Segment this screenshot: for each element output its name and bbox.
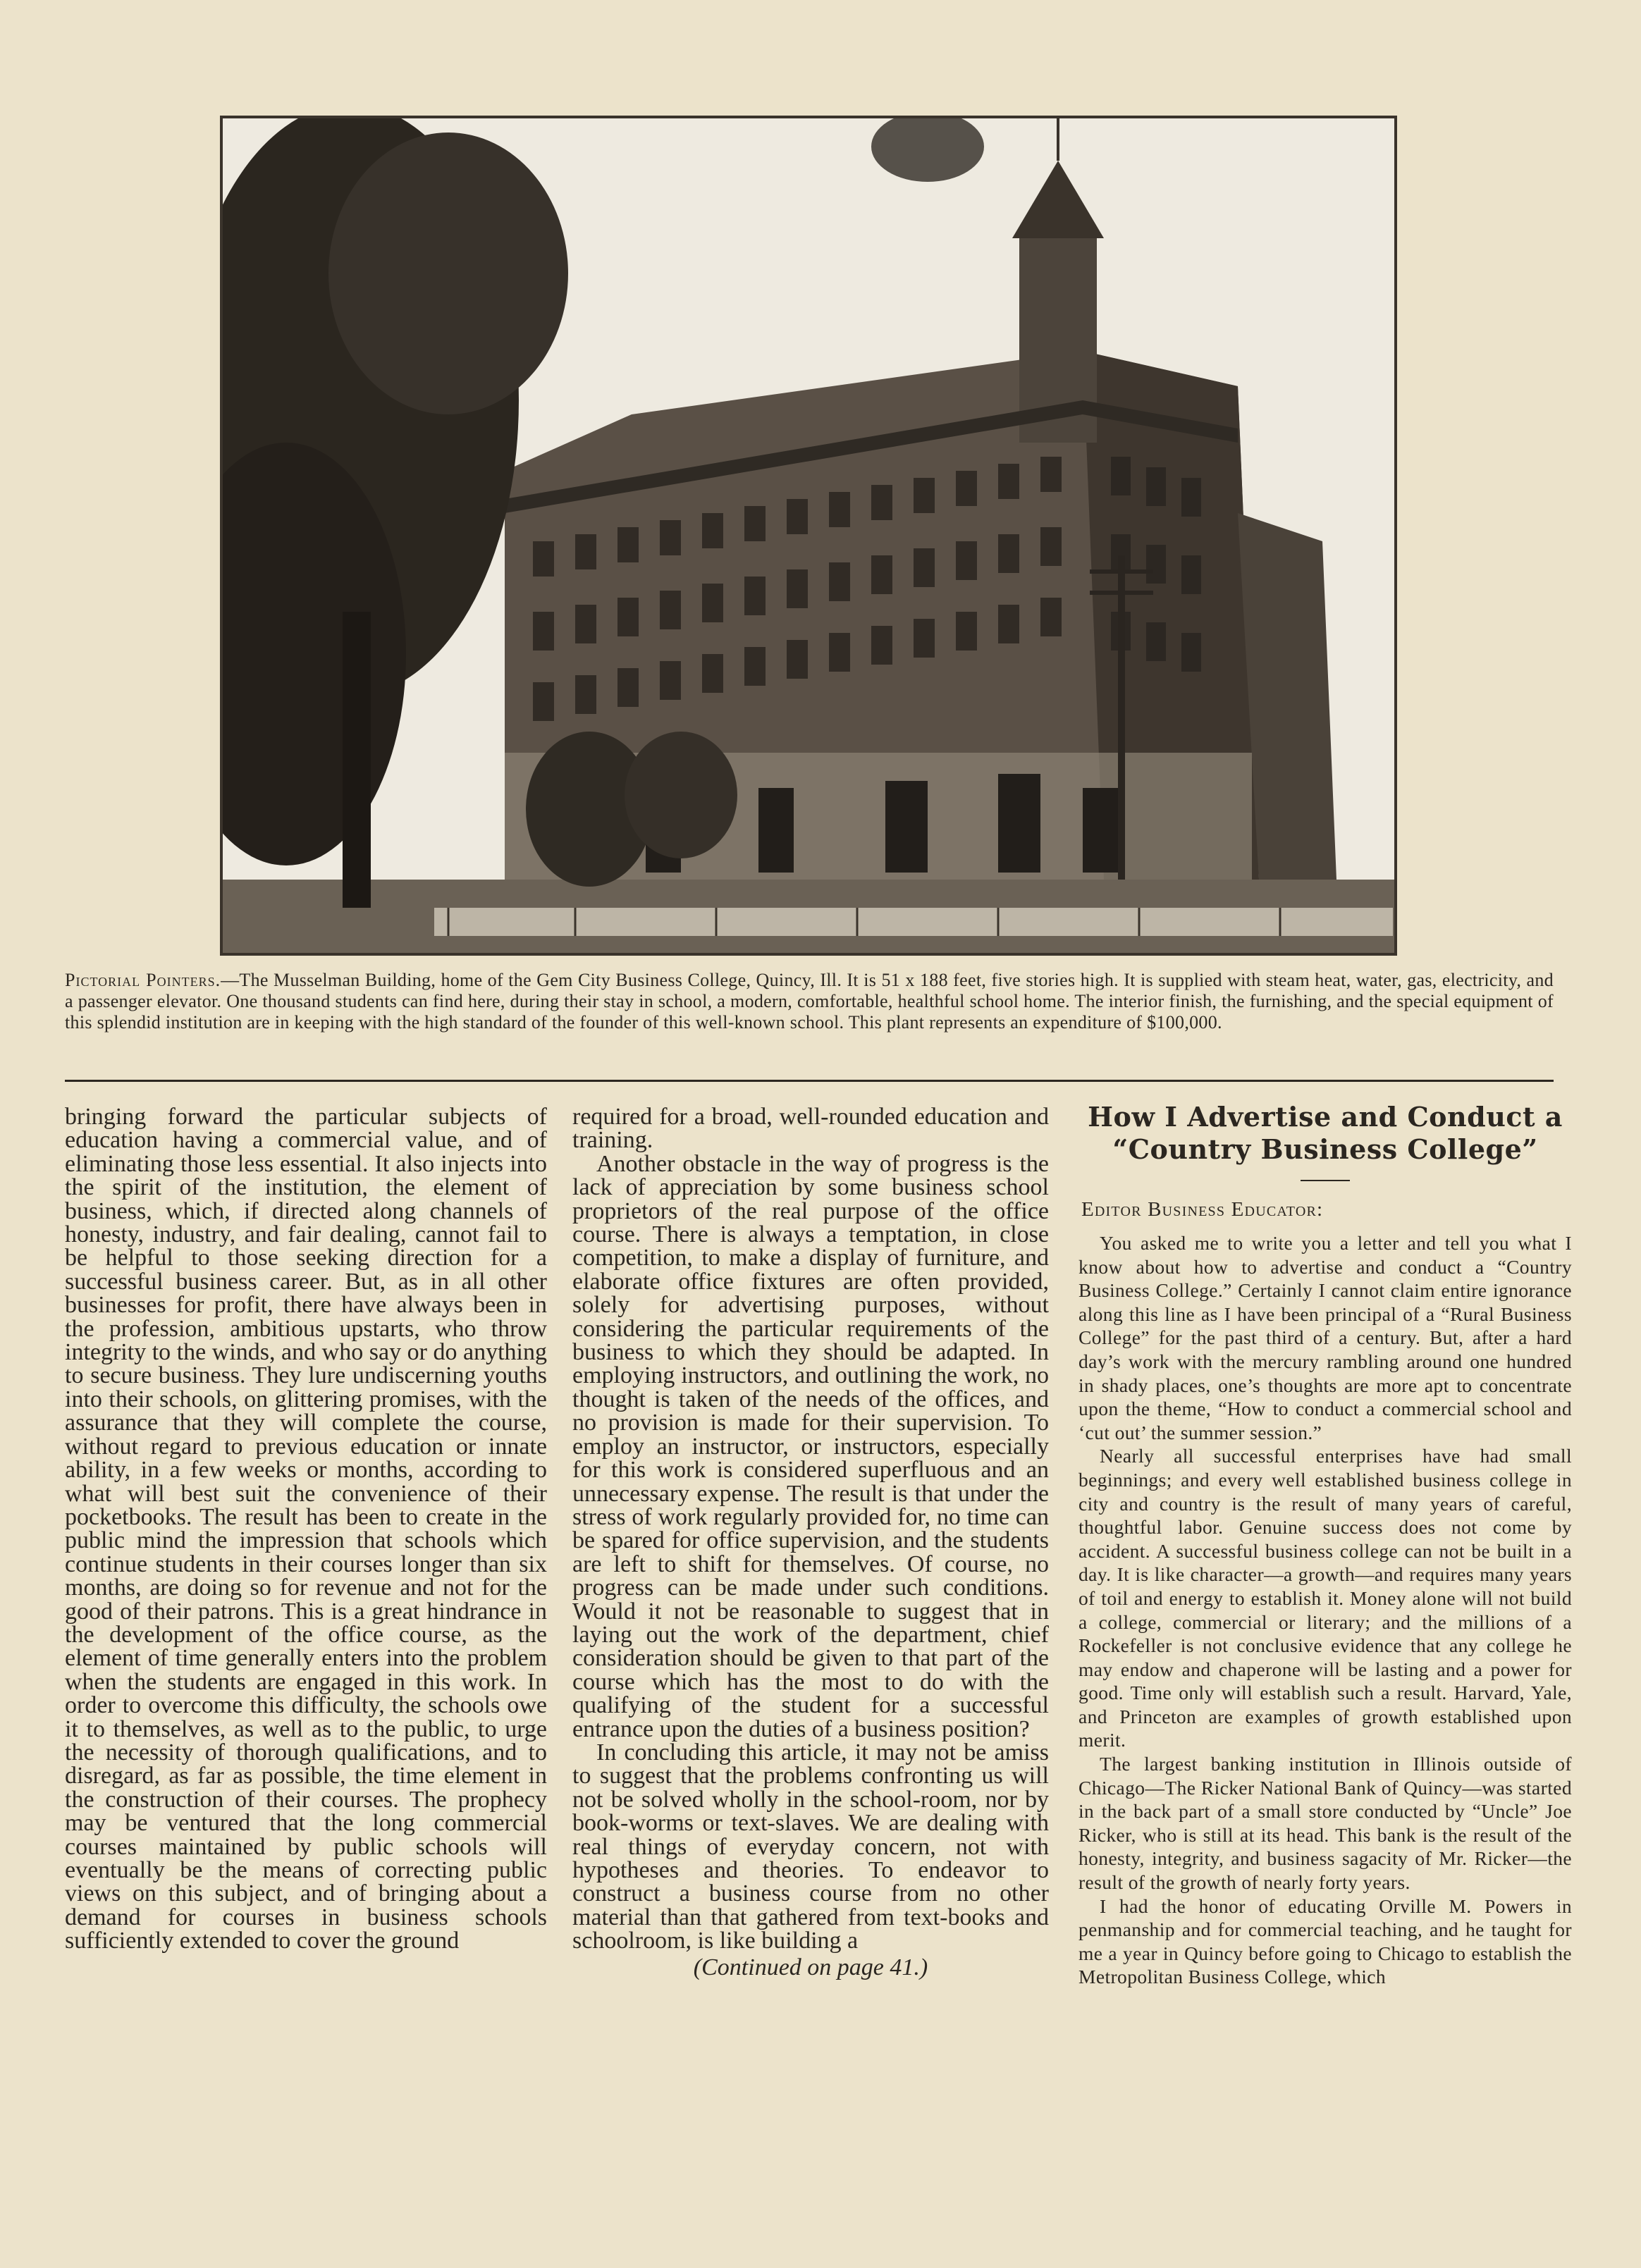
caption-text: —The Musselman Building, home of the Gem City Business College, Quincy, Ill. It is 51 x 188 feet, five stories high. It is supplied with steam heat, water, gas, electricity, and a passenger elevator. One thousand students can find here, during their stay in school, a modern, comfortable, healthful school home. The interior finish, the furnishing, and the special equipment of this splendid institution are in keeping with the high standard of the founder of this well-known school. This plant represents an expenditure of $100,000. [65,970,1554,1033]
continued-note: (Continued on page 41.) [693,1954,928,1980]
sidebar-paragraph: I had the honor of educating Orville M. Powers in penmanship and for commercial teaching, and he taught for me a year in Quincy before going to Chicago to establish the Metropolitan Business College, which [1078,1894,1572,1988]
article-paragraph: required for a broad, well-rounded education and training. [572,1104,1049,1154]
sidebar-paragraph: The largest banking institution in Illinois outside of Chicago—The Ricker National Bank of Quincy—was started in the back part of a small store conducted by “Uncle” Joe Ricker, who is still at its head. This bank is the result of the honesty, integrity, and business sagacity of Mr. Ricker—the result of the growth of nearly forty years. [1078,1753,1572,1894]
section-divider [65,1080,1554,1082]
article-paragraph: In concluding this article, it may not be amiss to suggest that the problems confronting us will not be solved wholly in the school-room, nor by book-worms or text-slaves. We are dealing with real things of everyday concern, not with hypotheses and theories. To endeavor to construct a business course from no other material than that gathered from text-books and schoolroom, is like building a [572,1739,1049,1954]
sidebar-paragraph: You asked me to write you a letter and tell you what I know about how to advertise and conduct a “Country Business College.” Certainly I cannot claim entire ignorance along this line as I have been principal of a “Rural Business College” for the past third of a century. But, after a hard day’s work with the mercury rambling around one hundred in shady places, one’s thoughts are more apt to concentrate upon the theme, “How to conduct a commercial school and ‘cut out’ the summer session.” [1078,1232,1572,1443]
sidebar-title: How I Advertise and Conduct a “Country Business College” [1088,1101,1563,1165]
building-photograph [220,116,1397,956]
article-paragraph: bringing forward the particular subjects of education having a commercial value, and of eliminating those less essential. It also injects into the spirit of the institution, the element of business, which, if directed along channels of honesty, industry, and fair dealing, cannot fail to be helpful to those seeking direction for a successful business career. But, as in all other businesses for profit, there have always been in the profession, ambitious upstarts, who throw integrity to the winds, and who say or do anything to secure business. They lure undiscerning youths into their schools, on glittering promises, with the assurance that they will complete the course, without regard to previous education or innate ability, in a few weeks or months, according to what will best suit the convenience of their pocketbooks. The result has been to create in the public mind the impression that schools which continue students in their courses longer than six months, are doing so for revenue and not for the good of their patrons. This is a great hindrance in the development of the office course, as the element of time generally enters into the problem when the students are engaged in this work. In order to overcome this difficulty, the schools owe it to themselves, as well as to the public, to urge the necessity of thorough qualifications, and to disregard, as far as possible, the time element in the construction of their courses. The prophecy may be ventured that the long commercial courses maintained by public schools will eventually be the means of correcting public views on this subject, and of bringing about a demand for courses in business schools sufficiently extended to cover the ground [65,1104,547,1954]
salutation: Editor Business Educator: [1081,1198,1324,1221]
article-column-2 [572,1105,1049,1979]
caption-lead: Pictorial Pointers. [65,970,221,990]
sidebar-article [1078,1101,1572,1989]
photo-caption [65,970,1554,1033]
article-column-1 [65,1105,547,1953]
building-illustration [223,118,1394,953]
title-rule [1301,1180,1350,1181]
sidebar-paragraph: Nearly all successful enterprises have had small beginnings; and every well established business college in city and country is the result of many years of careful, thoughtful labor. Genuine success does not come by accident. A successful business college can not be built in a day. It is like character—a growth—and requires many years of toil and energy to establish it. Money alone will not build a college, commercial or literary; and the millions of a Rockefeller is not conclusive evidence that any college he may endow and chaperone will be lasting and a power for good. Time only will establish such a result. Harvard, Yale, and Princeton are examples of growth established upon merit. [1078,1445,1572,1751]
article-paragraph: Another obstacle in the way of progress is the lack of appreciation by some business school proprietors of the real purpose of the office course. There is always a temptation, in close competition, to make a display of furniture, and elaborate office fixtures are often provided, solely for advertising purposes, without considering the particular requirements of the business to which they should be adapted. In employing instructors, and outlining the work, no thought is taken of the needs of the offices, and no provision is made for their supervision. To employ an instructor, or instructors, especially for this work is considered superfluous and an unnecessary expense. The result is that under the stress of work regularly provided for, no time can be spared for office supervision, and the students are left to shift for themselves. Of course, no progress can be made under such conditions. Would it not be reasonable to suggest that in laying out the work of the department, chief consideration should be given to that part of the course which has the most to do with the qualifying of the student for a successful entrance upon the duties of a business position? [572,1150,1049,1742]
